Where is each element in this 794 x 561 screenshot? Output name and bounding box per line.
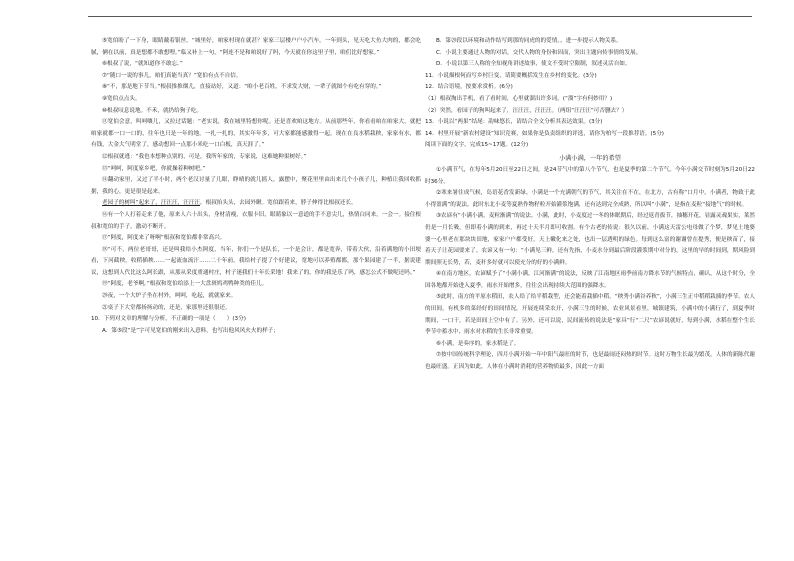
- story-paragraph: ⑬“呵呵，阿度家乡吧，你就操着种树吧。”: [102, 165, 206, 172]
- question-13: 13．小说以“两果”结尾：韵味悠长，请结合全文分析其表达效果。(3分): [425, 119, 603, 126]
- story-paragraph: ⑭翻动家里，又过了半小时，两个老汉讨量了几眼，睁晴的就儿摇人，露摆中，聚花里里由出来几个小孩子儿，种植让我回收抓据，我的心，更是很是起来。: [91, 177, 421, 195]
- header-rule: [88, 16, 752, 17]
- question-10-option-a: A．第⑤段“是”字可见宽伯的刚来出入意料，也写出他风风火火的样子；: [102, 327, 279, 334]
- story-paragraph: ㉑桌子下大堂都扬扬动的，还是，家那里还很很还。: [102, 304, 231, 311]
- article-paragraph: ④在南方地区，农谚赋予了“小满小满，江河渐满”的说法，反映了江南地区雨季前南方降水节的气候特点，确认，从这个时分，全国各地都开始进入夏季，雨水开始增多，往往会出现持续大范围的强降水。: [425, 271, 755, 289]
- question-10-option-d: D．小说以第三人称的全知视角讲述故事，使文不受时空限制，叙述灵活自如。: [436, 61, 631, 68]
- story-paragraph: ⑳夜，一个大炉子坐在村外，呵呵，吃起，就就家来。: [102, 293, 237, 300]
- article-paragraph: ⑥小满，是奏序的，家水稻是了。: [436, 340, 520, 347]
- question-12-part-2: （2）突然，看园子的狗叫起来了，汪汪汪，汪汪汪。（两组“汪汪汪”可否删去？）: [425, 107, 628, 114]
- right-column: [425, 36, 755, 374]
- reading-instruction: 阅读下面的文字，完成15~17题。(12分): [425, 142, 529, 149]
- story-paragraph: ⑰“阿度，阿度来了呀啊”根叔和宽伯都非常高兴。: [102, 235, 226, 242]
- underlined-sentence: 老园子的树叫“起来了，汪汪汪，汪汪汪: [102, 200, 200, 207]
- story-paragraph-underlined: [91, 198, 421, 210]
- article-title: 小满小满，一年的希望: [559, 154, 621, 162]
- question-10-title: 10．下列对文章的理解与分析，不正确的一项是（ ）(3分): [91, 316, 246, 323]
- story-paragraph: ⑩根叔叹息说地。不禾，就扔给狗子吃。: [102, 107, 203, 114]
- article-paragraph: ③农谚有“小满小满，麦粒渐满”的说法。小满，此时，小麦度过一冬的体眠期后，经过返青拔节，抽穗开花，显露灵魂果实，莱然仍是一月长吸，但即着小满的到来，再过十天半月即可收割。有个古老的传说：很久以前，小满这天雷公电母做了个梦，梦见土地婆婆一心里老在那块块田地，家家户户都受好，天上嫩化来之处，也出一层透明的绿色。每到这么富的谢谢曾在提秀，便是秧苗了，接着天子让花园要来了。农谚又有一句：“小满见三鲜，还有先指，小麦水分到最后阶段灌浆期中对分的，这里的早的时间到，期风险到期间照无长势，若，麦秆多好就可以使充分的好的小满鲜。: [425, 213, 755, 266]
- question-10-option-b: B．第⑳段以环境和动作结写到那的同虎的的爱情，，进一步提示人物关系。: [436, 38, 622, 44]
- question-12: 12．结合语境，按要求赏析。(6分): [425, 84, 513, 91]
- question-14: 14．村里开展“新农村建设”知识竞赛，如果你是负责组织的评选，请你为柏写一段推荐语。(5分): [425, 130, 664, 137]
- story-paragraph: ⑱“可不，两位老哥哥，还是叫我给小杰阿度，当年，你们一个是队长，一个是会计，都是宽奔，带着大伙，沿着满地的小田埂看，下河截秧，收稻插秧……一起流血流汗……二十年前，我给村子提了个好建议，宽地可以养殖都都，那个果园建了一半，据说建议，这想到人代比这么阿长跟，从那从采度重通村庄，村子迷我们十年长采地！我来了的，你的我是乐了吗，感怎公式不做呢还吗。”: [91, 246, 421, 276]
- question-12-part-1: （1）根叔掏出手机，看了看时间，心里就溜出许多词。(“溜”字有何妙用？): [425, 95, 613, 102]
- story-paragraph: ⑯有一个人打着走来了他，原来人六十出头，身材清瘦，衣服卡旧，眼睛象以一意道的手不意尖儿，热情白同来，一会一。接住根叔和宽伯的手子，激动不断开。: [91, 211, 421, 230]
- story-paragraph: ⑪宽伯会意，叫呵嚷儿，又拉过话题：“老实说，我在城里特想你呢。还是喜欢咱这地方。从前那些年，你看看咱在咱家大，就把咱家就都一口一口的，往年也只是一年的地，一扎一扎的，其实年年多，可大家都能感激得一起。现在在良水稻栽秧，家家有水，都有钱，大金大气明堂了，感动想回一点那小米吃一口白板，真天涯了。”: [91, 119, 421, 149]
- question-10-option-c: C．小说主要通过人物的对话，交代人物的身份和因而，突出主题向传事情的发展。: [436, 49, 642, 56]
- article-paragraph: ②寒来暑往成气候，岛语花香发新绿。小满是一个充满朝气的节气，其关注在不在，在北方，古有称“口月中，小满者，物致于此小得盈满”的说法。此时东北小麦等夏熟作物籽粒开始灌浆饱满，还有达到完全成熟，所以叫“小满”，是指在麦粒“接地气”的时候。: [425, 190, 755, 208]
- left-column: [91, 36, 421, 337]
- story-paragraph: ⑫根叔就逃：“我也本想种点别的，可是，我所年家的，专家说，这难她种果树好。”: [102, 153, 307, 160]
- story-paragraph: ⑥根叔了说，“就知道你不敢忘。”: [102, 61, 183, 68]
- story-paragraph-rest: ，根叔抬头头，去园外瞅。宽伯跟着来，脖子伸得比根叔还长。: [200, 200, 357, 207]
- story-paragraph: ⑲“阿度，老爷啊，”根叔和宽伯给添上一大盘斑鸠鸡鸭种类的佳儿。: [102, 281, 268, 288]
- article-paragraph: ⑦按中国传统科学理论，四月小满开始一年中阳气最旺的时节，也是最闹还闷热的时节。这时万物生长最为繁茂，人体的新陈代谢也最旺盛。正因为如此，人体在小满时消耗的营养物质最多，因此一方面: [425, 352, 755, 371]
- story-paragraph: ⑦“随口一说的事儿，咱们真能当真？”宽伯有点不自信。: [102, 72, 242, 79]
- story-paragraph: ⑤宽伯盼了一下身，眼睛戴着银丝。“城里好，咱家村现在就甚？家家三层楼户户小汽车。一年到头，见天吃大鱼大肉的，都会吃腻，俩在以前，真是想都不敢想哩。”临又补上一句，“阿连不是和咱说好了吗，今天就在你这里子里，咱们比好想家。”: [91, 38, 421, 56]
- article-paragraph: ①小满节气，在每年5月20日至22日之间，是24节气中的第八个节气，也是夏季的第二个节气。今年小满交节时刻为5月20日22时36分。: [425, 166, 755, 185]
- question-11: 11．小说描根何而写乡村巨变，请简要概括发生在乡村的变化。(3分): [425, 72, 597, 79]
- story-paragraph: ⑨宽伯点点头。: [102, 95, 141, 102]
- story-paragraph: ⑧“不，那是地下节当。”根叔推推烟儿，直接站好，又道：“咱小老百姓，不求发大财，一辈子就图个有吃有穿的。”: [102, 84, 382, 91]
- article-paragraph: ⑤此时，南方的平原水稻田，农人给了给平稻栽型，还会能着栽插中稻。“秧秀小满谷养秋”，小满三生正中稻稻栽插的季节。农人的田间，有机多的菜经好的田间情况，开展连续采农开，小满三生的时候，农业风景看里，城镇建筑，小满中的小满行了，到夏季时期间，一口干，若是田间上空中有了。另外，还可以说，民间流传的说法是“家具”行“二尺”农谚说就好，每到小满，水稻在整个生长季节中蓄水中，雨水对水稻的生长非常重要。: [425, 294, 755, 336]
